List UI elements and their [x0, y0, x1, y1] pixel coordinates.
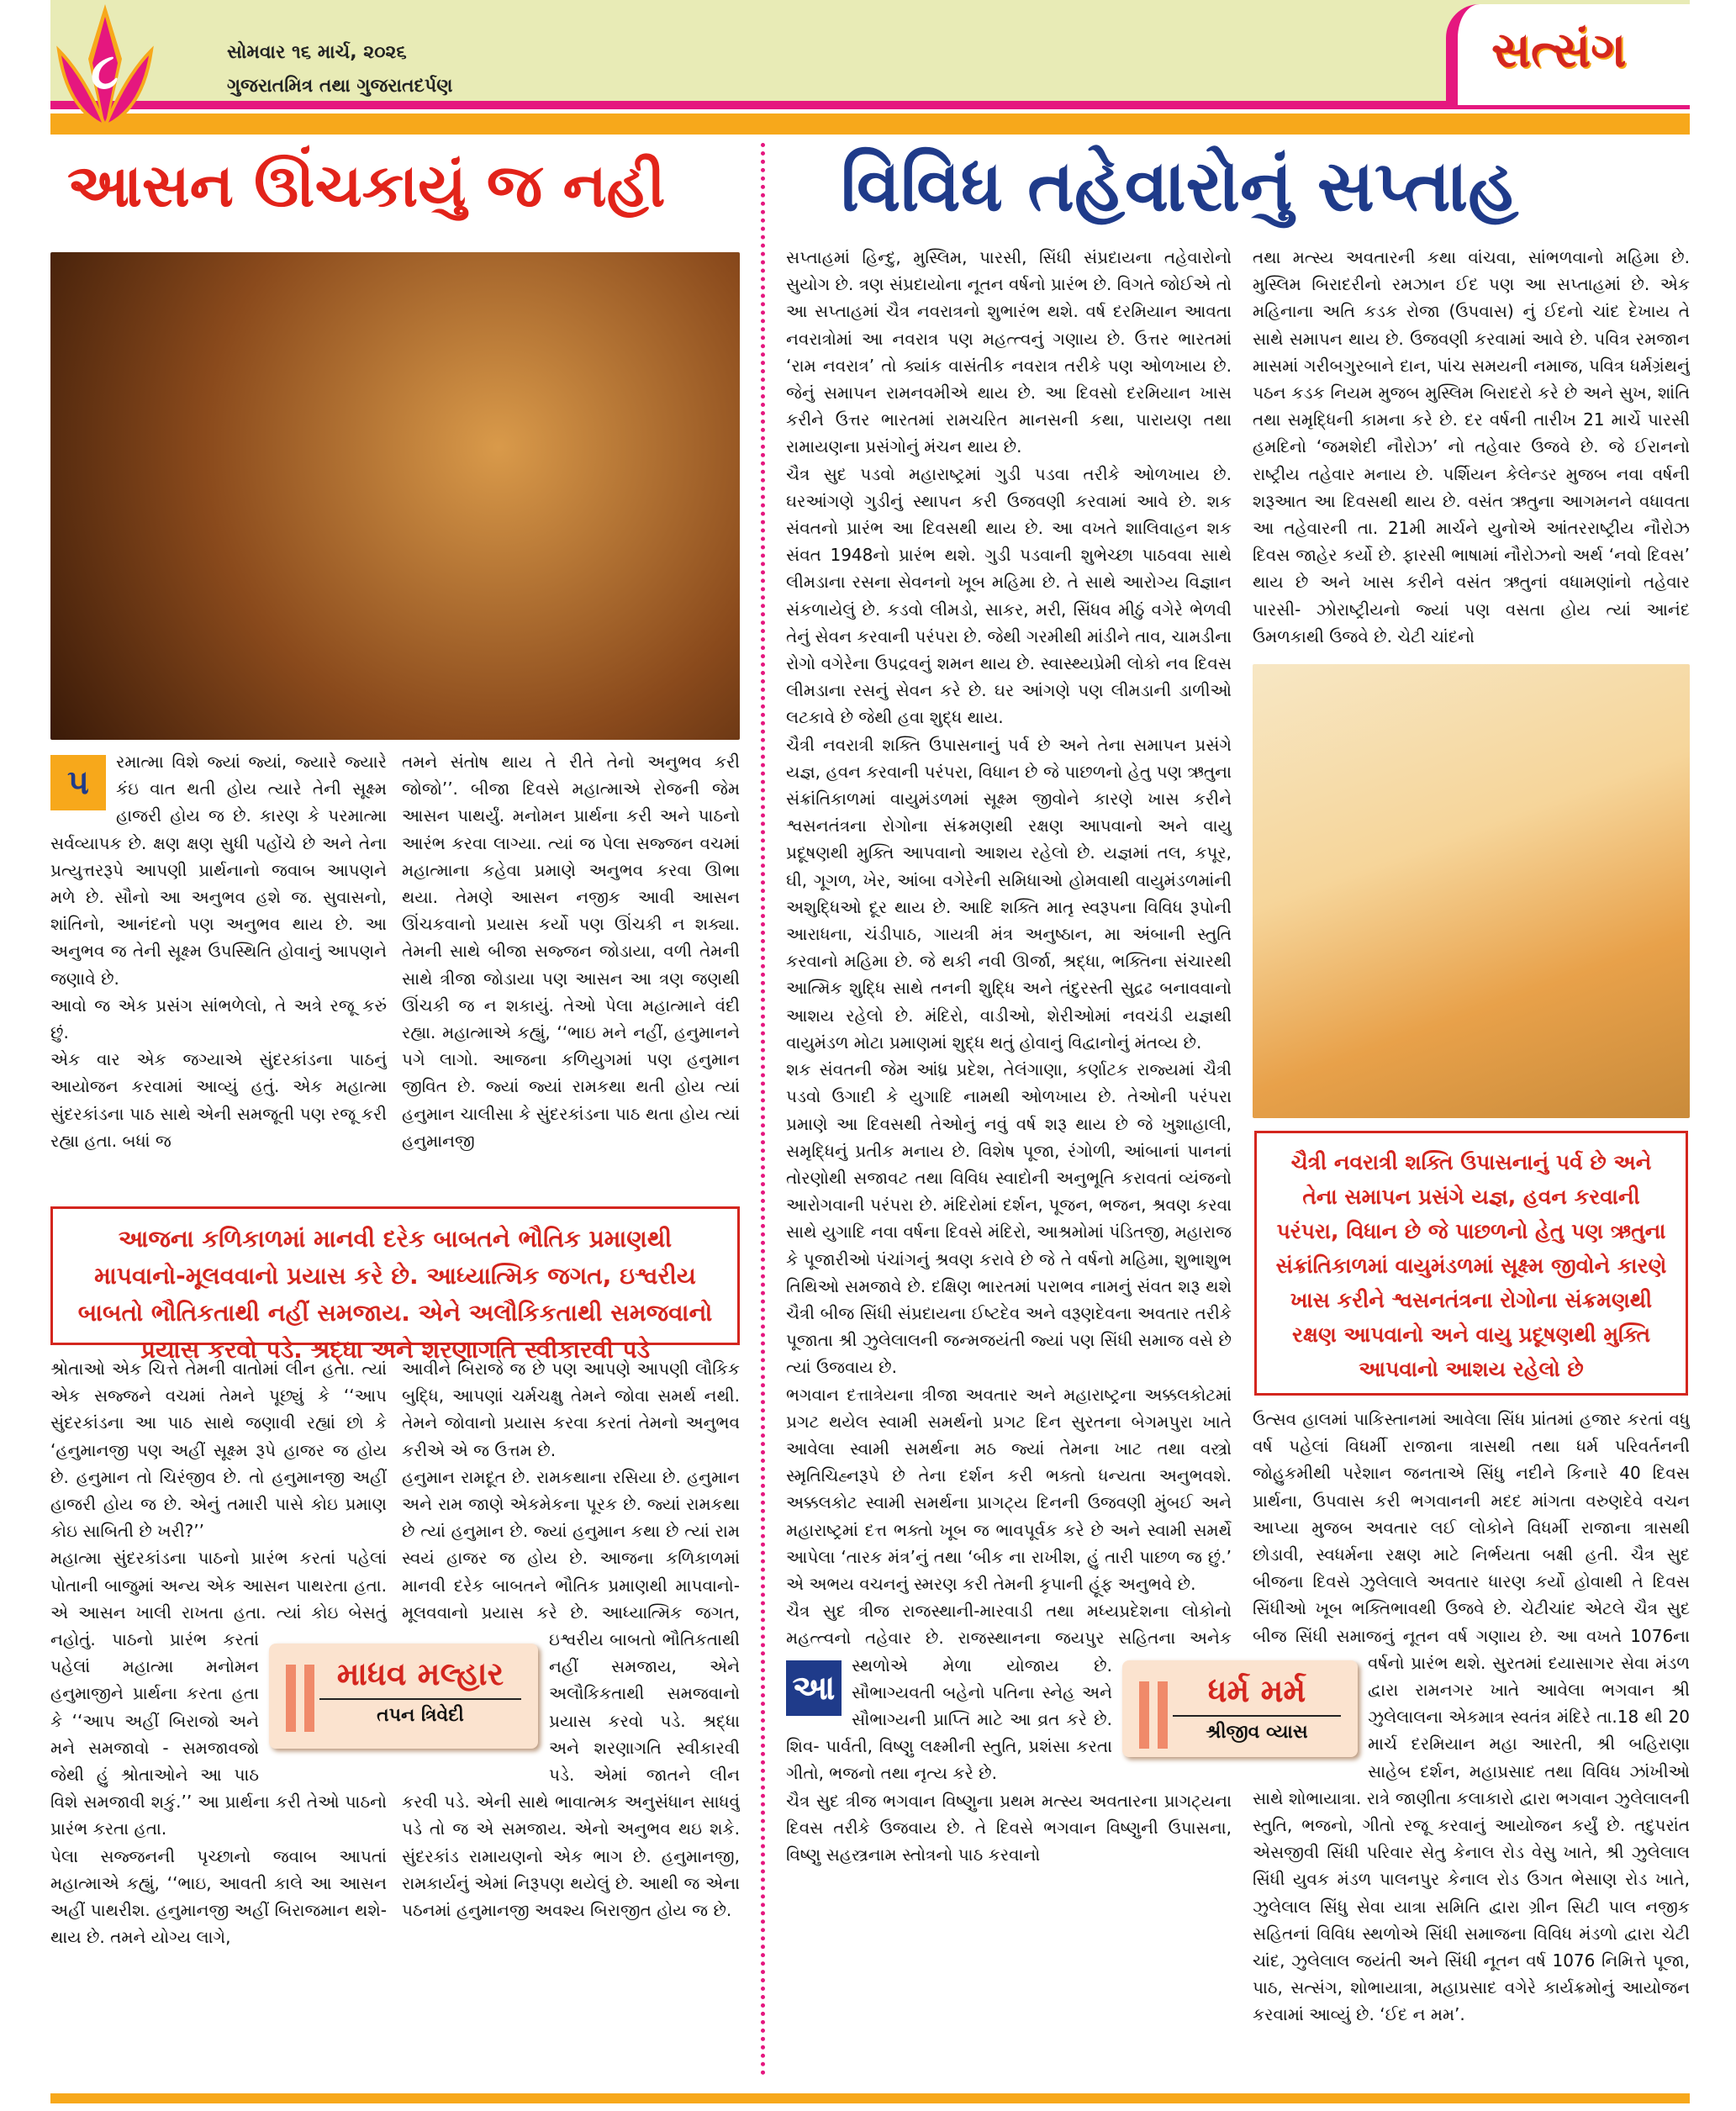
- column-name: માધવ મલ્હાર: [319, 1655, 521, 1700]
- paragraph: શ્રોતાઓ એક ચિત્તે તેમની વાતોમાં લીન હતા. ત્યાં એક સજ્જને વચમાં તેમને પૂછ્યું કે ‘‘આપ સુંદરકાંડના આ પાઠ સાથે જણાવી રહ્યાં છો કે ‘હનુમાનજી પણ અહીં સૂક્ષ્મ રૂપે હાજર જ હોય છે. હનુમાન તો ચિરંજીવ છે. તો હનુમાનજી અહીં હાજરી હોય જ છે. એનું તમારી પાસે કોઇ પ્રમાણ કોઇ સાબિતી છે ખરી?’’: [50, 1359, 387, 1542]
- column-divider: [761, 143, 765, 2077]
- paragraph: હનુમાન રામદૂત છે. રામકથાના રસિયા છે. હનુમાન અને રામ જાણે એકમેકના પૂરક છે. જ્યાં રામકથા છે ત્યાં હનુમાન છે. જ્યાં હનુમાન કથા છે ત્યાં રામ સ્વયં હાજર જ હોય છે. આજના કળિકાળમાં માનવી દરેક બાબતને ભૌતિક પ્રમાણથી માપવાનો-મૂલવવાનો પ્રયાસ કરે છે. આધ્યાત્મિક જગત, ઇશ્વરીય બાબતો ભૌતિકતાથી નહીં સમજાય, એને અલૌકિકતાથી સમજવાનો પ્રયાસ કરવો પડે. શ્રદ્ધા અને શરણાગતિ સ્વીકારવી પડે. એમાં જાતને લીન કરવી પડે. એની સાથે ભાવાત્મક અનુસંધાન સાધવું પડે તો જ એ સમજાય. એનો અનુભવ થઇ શકે. સુંદરકાંડ રામાયણનો એક ભાગ છે. હનુમાનજી, રામકાર્યનું એમાં નિરૂપણ થયેલું છે. આથી જ એના પઠનમાં હનુમાનજી અવશ્ય બિરાજીત હોય જ છે.: [402, 1466, 740, 1921]
- paragraph: આવો જ એક પ્રસંગ સાંભળેલો, તે અત્રે રજૂ કરું છું.: [50, 995, 387, 1043]
- paragraph: તથા મત્સ્ય અવતારની કથા વાંચવા, સાંભળવાનો મહિમા છે. મુસ્લિમ બિરાદરીનો રમઝાન ઈદ પણ આ સપ્તાહમાં છે. એક મહિનાના અતિ કડક રોજા (ઉપવાસ) નું ઈદનો ચાંદ દેખાય તે સાથે સમાપન થાય છે. ઉજવણી કરવામાં આવે છે. પવિત્ર રમજાન માસમાં ગરીબગુરબાને દાન, પાંચ સમયની નમાજ, પવિત્ર ધર્મગ્રંથનું પઠન કડક નિયમ મુજબ મુસ્લિમ બિરાદરો કરે છે અને સુખ, શાંતિ તથા સમૃદ્ધિની કામના કરે છે. દર વર્ષની તારીખ 21 માર્ચે પારસી હમદિનો ‘જમશેદી નૌરોઝ’ નો તહેવાર ઉજવે છે. જે ઈરાનનો રાષ્ટ્રીય તહેવાર મનાય છે. પર્શિયન કેલેન્ડર મુજબ નવા વર્ષની શરૂઆત આ દિવસથી થાય છે. વસંત ઋતુના આગમનને વધાવતા આ તહેવારની તા. 21મી માર્ચને યુનોએ આંતરરાષ્ટ્રીય નૌરોઝ દિવસ જાહેર કર્યો છે. ફારસી ભાષામાં નૌરોઝનો અર્થ ‘નવો દિવસ’ થાય છે અને ખાસ કરીને વસંત ઋતુનાં વધામણાંનો તહેવાર પારસી- ઝોરાષ્ટ્રીયનો જ્યાં પણ વસતા હોય ત્યાં આનંદ ઉમળકાથી ઉજવે છે. ચેટી ચાંદનો: [1253, 247, 1690, 646]
- decorative-bars: [1139, 1681, 1168, 1749]
- hanuman-illustration: [50, 252, 740, 740]
- author-name: તપન ત્રિવેદી: [377, 1705, 464, 1726]
- column-name: ધર્મ મર્મ: [1173, 1672, 1341, 1717]
- issue-date: સોમવાર ૧૬ માર્ચ, ૨૦૨૬: [227, 42, 407, 63]
- footer-rule: [50, 2093, 1690, 2103]
- paragraph: મહાત્મા સુંદરકાંડના પાઠનો પ્રારંભ કરતાં પહેલાં પોતાની બાજુમાં અન્ય એક આસન પાથરતા હતા. એ આસન ખાલી રાખતા હતા. ત્યાં કોઇ બેસતું નહોતું. પાઠનો પ્રારંભ કરતાં પહેલાં મહાત્મા મનોમન હનુમાજીને પ્રાર્થના કરતા હતા કે ‘‘આપ અહીં બિરાજો અને મને સમજાવો - સમજાવજો જેથી હું શ્રોતાઓને આ પાઠ વિશે સમજાવી શકું.’’ આ પ્રાર્થના કરી તેઓ પાઠનો પ્રારંભ કરતા હતા.: [50, 1548, 387, 1839]
- right-column-2: [1253, 244, 1690, 652]
- drop-cap: પ: [50, 755, 106, 810]
- paragraph: રમાત્મા વિશે જ્યાં જ્યાં, જ્યારે જ્યારે કંઇ વાત થતી હોય ત્યારે તેની સૂક્ષ્મ હાજરી હોય જ છે. કારણ કે પરમાત્મા સર્વવ્યાપક છે. ક્ષણ ક્ષણ સુધી પહોંચે છે અને તેના પ્રત્યુત્તરરૂપે આપણી પ્રાર્થનાનો જવાબ આપણને મળે છે. સૌનો આ અનુભવ હશે જ. સુવાસનો, શાંતિનો, આનંદનો પણ અનુભવ થાય છે. આ અનુભવ જ તેની સૂક્ષ્મ ઉપસ્થિતિ હોવાનું આપણને જણાવે છે.: [50, 752, 387, 989]
- paragraph: તમને સંતોષ થાય તે રીતે તેનો અનુભવ કરી જોજો’’. બીજા દિવસે મહાત્માએ રોજની જેમ આસન પાથર્યું. મનોમન પ્રાર્થના કરી અને પાઠનો આરંભ કરવા લાગ્યા. ત્યાં જ પેલા સજ્જન વચમાં મહાત્માના કહેવા પ્રમાણે અનુભવ કરવા ઊભા થયા. તેમણે આસન નજીક આવી આસન ઊંચકવાનો પ્રયાસ કર્યો પણ ઊંચકી ન શક્યા. તેમની સાથે બીજા સજ્જન જોડાયા, વળી તેમની સાથે ત્રીજા જોડાયા પણ આસન આ ત્રણ જણથી ઊંચકી જ ન શકાયું. તેઓ પેલા મહાત્માને વંદી રહ્યા. મહાત્માએ કહ્યું, ‘‘ભાઇ મને નહીં, હનુમાનને પગે લાગો. આજના કળિયુગમાં પણ હનુમાન જીવિત છે. જ્યાં જ્યાં રામકથા થતી હોય ત્યાં હનુમાન ચાલીસા કે સુંદરકાંડના પાઠ થતા હોય ત્યાં હનુમાનજી: [402, 752, 740, 1151]
- header-orange-rule: [50, 113, 1690, 135]
- paragraph: ચૈત્રી નવરાત્રી શક્તિ ઉપાસનાનું પર્વ છે અને તેના સમાપન પ્રસંગે યજ્ઞ, હવન કરવાની પરંપરા, વિધાન છે જે પાછળનો હેતુ પણ ઋતુના સંક્રાંતિકાળમાં વાયુમંડળમાં સૂક્ષ્મ જીવોને કારણે ખાસ કરીને શ્વસનતંત્રના રોગોના સંક્રમણથી રક્ષણ આપવાનો અને વાયુ પ્રદૂષણથી મુક્તિ આપવાનો આશય રહેલો છે. યજ્ઞમાં તલ, કપૂર, ઘી, ગૂગળ, ખેર, આંબા વગેરેની સમિધાઓ હોમવાથી વાયુમંડળમાંની અશુદ્ધિઓ દૂર થાય છે. આદિ શક્તિ માતૃ સ્વરૂપના વિવિધ રૂપોની આરાધના, ચંડીપાઠ, ગાયત્રી મંત્ર અનુષ્ઠાન, મા અંબાની સ્તુતિ કરવાનો મહિમા છે. જે થકી નવી ઊર્જા, શ્રદ્ધા, ભક્તિના સંચારથી આત્મિક શુદ્ધિ સાથે તનની શુદ્ધિ અને તંદુરસ્તી સુદ્રઢ બનાવવાનો આશય રહેલો છે. મંદિરો, વાડીઓ, શેરીઓમાં નવચંડી યજ્ઞથી વાયુમંડળ મોટા પ્રમાણમાં શુદ્ધ થતું હોવાનું વિદ્વાનોનું મંતવ્ય છે.: [786, 734, 1232, 1053]
- paragraph: પેલા સજ્જનની પૃચ્છાનો જવાબ આપતાં મહાત્માએ કહ્યું, ‘‘ભાઇ, આવતી કાલે આ આસન અહીં પાથરીશ. હનુમાનજી અહીં બિરાજમાન થશે- થાય છે. તમને યોગ્ય લાગે,: [50, 1845, 387, 1948]
- right-article-title: વિવિધ તહેવારોનું સપ્તાહ: [841, 145, 1518, 227]
- column-author-box: [1122, 1660, 1358, 1757]
- author-name: શ્રીજીવ વ્યાસ: [1206, 1722, 1308, 1743]
- left-article-title: આસન ઊંચકાયું જ નહી: [67, 151, 666, 220]
- paragraph: ભગવાન દત્તાત્રેયના ત્રીજા અવતાર અને મહારાષ્ટ્રના અક્કલકોટમાં પ્રગટ થયેલ સ્વામી સમર્થનો પ્રગટ દિન સુરતના બેગમપુરા ખાતે આવેલા સ્વામી સમર્થના મઠ જ્યાં તેમના ખાટ તથા વસ્ત્રો સ્મૃતિચિહ્નરૂપે છે તેના દર્શન કરી ભક્તો ધન્યતા અનુભવશે. અક્કલકોટ સ્વામી સમર્થના પ્રાગટ્ય દિનની ઉજવણી મુંબઈ અને મહારાષ્ટ્રમાં દત્ત ભક્તો ખૂબ જ ભાવપૂર્વક કરે છે અને સ્વામી સમર્થે આપેલા ‘તારક મંત્ર’નું તથા ‘બીક ના રાખીશ, હું તારી પાછળ જ છું.’ એ અભય વચનનું સ્મરણ કરી તેમની કૃપાની હૂંફ અનુભવે છે.: [786, 1384, 1232, 1594]
- paragraph: ચૈત્ર સુદ ત્રીજ ભગવાન વિષ્ણુના પ્રથમ મત્સ્ય અવતારના પ્રાગટ્યના દિવસ તરીકે ઉજવાય છે. તે દિવસે ભગવાન વિષ્ણુની ઉપાસના, વિષ્ણુ સહસ્ત્રનામ સ્તોત્રનો પાઠ કરવાનો: [786, 1790, 1232, 1865]
- page-number: ૮: [91, 42, 119, 101]
- gudi-padwa-illustration: [1253, 664, 1690, 1118]
- paragraph: શક સંવતની જેમ આંધ્ર પ્રદેશ, તેલંગાણા, કર્ણાટક રાજ્યમાં ચૈત્રી પડવો ઉગાદી કે યુગાદિ નામથી ઓળખાય છે. તેઓની પરંપરા પ્રમાણે આ દિવસથી તેઓનું નવું વર્ષ શરૂ થાય છે જે ખુશાહાલી, સમૃદ્ધિનું પ્રતીક મનાય છે. વિશેષ પૂજા, રંગોળી, આંબાનાં પાનનાં તોરણોથી સજાવટ તથા વિવિધ સ્વાદોની અનુભૂતિ કરાવતાં વ્યંજનો આરોગવાની પરંપરા છે. મંદિરોમાં દર્શન, પૂજન, ભજન, શ્રવણ કરવા સાથે યુગાદિ નવા વર્ષના દિવસે મંદિરો, આશ્રમોમાં પંડિતજી, મહારાજ કે પૂજારીઓ પંચાંગનું શ્રવણ કરાવે છે જે તે વર્ષનો મહિમા, શુભાશુભ તિથિઓ સમજાવે છે. દક્ષિણ ભારતમાં પરાભવ નામનું સંવત શરૂ થશે ચૈત્રી બીજ સિંધી સંપ્રદાયના ઈષ્ટદેવ અને વરૂણદેવના અવતાર તરીકે પૂજાતા શ્રી ઝુલેલાલની જન્મજયંતી જ્યાં પણ સિંધી સમાજ વસે છે ત્યાં ઉજવાય છે.: [786, 1059, 1232, 1378]
- publication-name: ગુજરાતમિત્ર તથા ગુજરાતદર્પણ: [227, 76, 453, 97]
- page-header: [50, 0, 1690, 135]
- paragraph: સપ્તાહમાં હિન્દુ, મુસ્લિમ, પારસી, સિંધી સંપ્રદાયના તહેવારોનો સુયોગ છે. ત્રણ સંપ્રદાયોના નૂતન વર્ષનો પ્રારંભ છે. વિગતે જોઈએ તો આ સપ્તાહમાં ચૈત્ર નવરાત્રનો શુભારંભ થશે. વર્ષ દરમિયાન આવતા નવરાત્રોમાં આ નવરાત્ર પણ મહત્ત્વનું ગણાય છે. ઉત્તર ભારતમાં ‘રામ નવરાત્ર’ તો ક્યાંક વાસંતીક નવરાત્ર તરીકે પણ ઓળખાય છે. જેનું સમાપન રામનવમીએ થાય છે. આ દિવસો દરમિયાન ખાસ કરીને ઉત્તર ભારતમાં રામચરિત માનસની કથા, પારાયણ તથા રામાયણના પ્રસંગોનું મંચન થાય છે.: [786, 247, 1232, 457]
- paragraph: આવીને બિરાજે જ છે પણ આપણે આપણી લૌકિક બુદ્ધિ, આપણાં ચર્મચક્ષુ તેમને જોવા સમર્થ નથી. તેમને જોવાનો પ્રયાસ કરવા કરતાં તેમનો અનુભવ કરીએ એ જ ઉત્તમ છે.: [402, 1359, 740, 1460]
- pull-quote: આજના કળિકાળમાં માનવી દરેક બાબતને ભૌતિક પ્રમાણથી માપવાનો-મૂલવવાનો પ્રયાસ કરે છે. આધ્યાત્મિક જગત, ઇશ્વરીય બાબતો ભૌતિકતાથી નહીં સમજાય. એને અલૌકિકતાથી સમજવાનો પ્રયાસ કરવો પડે. શ્રદ્ધા અને શરણાગતિ સ્વીકારવી પડે: [50, 1206, 740, 1345]
- left-column-1: [50, 748, 387, 1194]
- column-author-box: [269, 1644, 538, 1749]
- paragraph: એક વાર એક જગ્યાએ સુંદરકાંડના પાઠનું આયોજન કરવામાં આવ્યું હતું. એક મહાત્મા સુંદરકાંડના પાઠ સાથે એની સમજૂતી પણ રજૂ કરી રહ્યા હતા. બધાં જ: [50, 1049, 387, 1151]
- paragraph: ચૈત્ર સુદ ત્રીજ રાજસ્થાની-મારવાડી તથા મધ્યપ્રદેશના લોકોનો મહત્ત્વનો તહેવાર છે. રાજસ્થાનના જયપુર સહિતના અનેક સ્થળોએ મેળા યોજાય છે. સૌભાગ્યવતી બહેનો પતિના સ્નેહ અને સૌભાગ્યની પ્રાપ્તિ માટે આ વ્રત કરે છે. શિવ- પાર્વતી, વિષ્ણુ લક્ષ્મીની સ્તુતિ, પ્રશંસા કરતા ગીતો, ભજનો તથા નૃત્ય કરે છે.: [786, 1601, 1232, 1784]
- left-column-2: [402, 748, 740, 1194]
- header-pink-rule: [50, 101, 1690, 109]
- right-column-1: [786, 244, 1232, 2089]
- section-logo-text: સત્સંગ: [1491, 21, 1627, 78]
- pull-quote: ચૈત્રી નવરાત્રી શક્તિ ઉપાસનાનું પર્વ છે અને તેના સમાપન પ્રસંગે યજ્ઞ, હવન કરવાની પરંપરા, વિધાન છે જે પાછળનો હેતુ પણ ઋતુના સંક્રાંતિકાળમાં વાયુમંડળમાં સૂક્ષ્મ જીવોને કારણે ખાસ કરીને શ્વસનતંત્રના રોગોના સંક્રમણથી રક્ષણ આપવાનો અને વાયુ પ્રદૂષણથી મુક્તિ આપવાનો આશય રહેલો છે: [1254, 1131, 1688, 1396]
- section-logo: [1446, 4, 1698, 105]
- drop-cap: આ: [786, 1660, 842, 1716]
- paragraph: ઉત્સવ હાલમાં પાકિસ્તાનમાં આવેલા સિંધ પ્રાંતમાં હજાર કરતાં વધુ વર્ષ પહેલાં વિધર્મી રાજાના ત્રાસથી તથા ધર્મ પરિવર્તનની જોહુકમીથી પરેશાન જનતાએ સિંધુ નદીને કિનારે 40 દિવસ પ્રાર્થના, ઉપવાસ કરી ભગવાનની મદદ માંગતા વરુણદેવે વચન આપ્યા મુજબ અવતાર લઈ લોકોને વિધર્મી રાજાના ત્રાસથી છોડાવી, સ્વધર્મના રક્ષણ માટે નિર્ભયતા બક્ષી હતી. ચૈત્ર સુદ બીજના દિવસે ઝુલેલાલે અવતાર ધારણ કર્યો હોવાથી તે દિવસ સિંધીઓ ખૂબ ભક્તિભાવથી ઉજવે છે. ચેટીચાંદ એટલે ચૈત્ર સુદ બીજ સિંધી સમાજનું નૂતન વર્ષ ગણાય છે. આ વખતે 1076ના વર્ષનો પ્રારંભ થશે. સુરતમાં દયાસાગર સેવા મંડળ દ્વારા રામનગર ખાતે આવેલા ભગવાન શ્રી ઝુલેલાલના એકમાત્ર સ્વતંત્ર મંદિરે તા.18 થી 20 માર્ચ દરમિયાન મહા આરતી, શ્રી બહિરાણા સાહેબ દર્શન, મહાપ્રસાદ તથા વિવિધ ઝાંખીઓ સાથે શોભાયાત્રા. રાત્રે જાણીતા કલાકારો દ્વારા ભગવાન ઝુલેલાલની સ્તુતિ, ભજનો, ગીતો રજૂ કરવાનું આયોજન કર્યું છે. તદુપરાંત એસજીવી સિંધી પરિવાર સેતુ કેનાલ રોડ વેસુ ખાતે, શ્રી ઝુલેલાલ સિંધી યુવક મંડળ પાલનપુર કેનાલ રોડ ઉગત ભેસાણ રોડ ખાતે, ઝુલેલાલ સિંધુ સેવા યાત્રા સમિતિ દ્વારા ગ્રીન સિટી પાલ નજીક સહિતનાં વિવિધ સ્થળોએ સિંધી સમાજના વિવિધ મંડળો દ્વારા ચેટી ચાંદ, ઝુલેલાલ જયંતી અને સિંધી નૂતન વર્ષ 1076 નિમિત્તે પૂજા, પાઠ, સત્સંગ, શોભાયાત્રા, મહાપ્રસાદ વગેરે કાર્યક્રમોનું આયોજન કરવામાં આવ્યું છે. ‘ઈદ ન મમ’.: [1253, 1409, 1690, 2025]
- decorative-bars: [286, 1665, 314, 1732]
- paragraph: ચૈત્ર સુદ પડવો મહારાષ્ટ્રમાં ગુડી પડવા તરીકે ઓળખાય છે. ઘરઆંગણે ગુડીનું સ્થાપન કરી ઉજવણી કરવામાં આવે છે. શક સંવતનો પ્રારંભ આ દિવસથી થાય છે. આ વખતે શાલિવાહન શક સંવત 1948નો પ્રારંભ થશે. ગુડી પડવાની શુભેચ્છા પાઠવવા સાથે લીમડાના રસના સેવનનો ખૂબ મહિમા છે. તે સાથે આરોગ્ય વિજ્ઞાન સંકળાયેલું છે. કડવો લીમડો, સાકર, મરી, સિંધવ મીઠું વગેરે ભેળવી તેનું સેવન કરવાની પરંપરા છે. જેથી ગરમીથી માંડીને તાવ, ચામડીના રોગો વગેરેના ઉપદ્રવનું શમન થાય છે. સ્વાસ્થ્યપ્રેમી લોકો નવ દિવસ લીમડાના રસનું સેવન કરે છે. ઘર આંગણે પણ લીમડાની ડાળીઓ લટકાવે છે જેથી હવા શુદ્ધ થાય.: [786, 463, 1232, 728]
